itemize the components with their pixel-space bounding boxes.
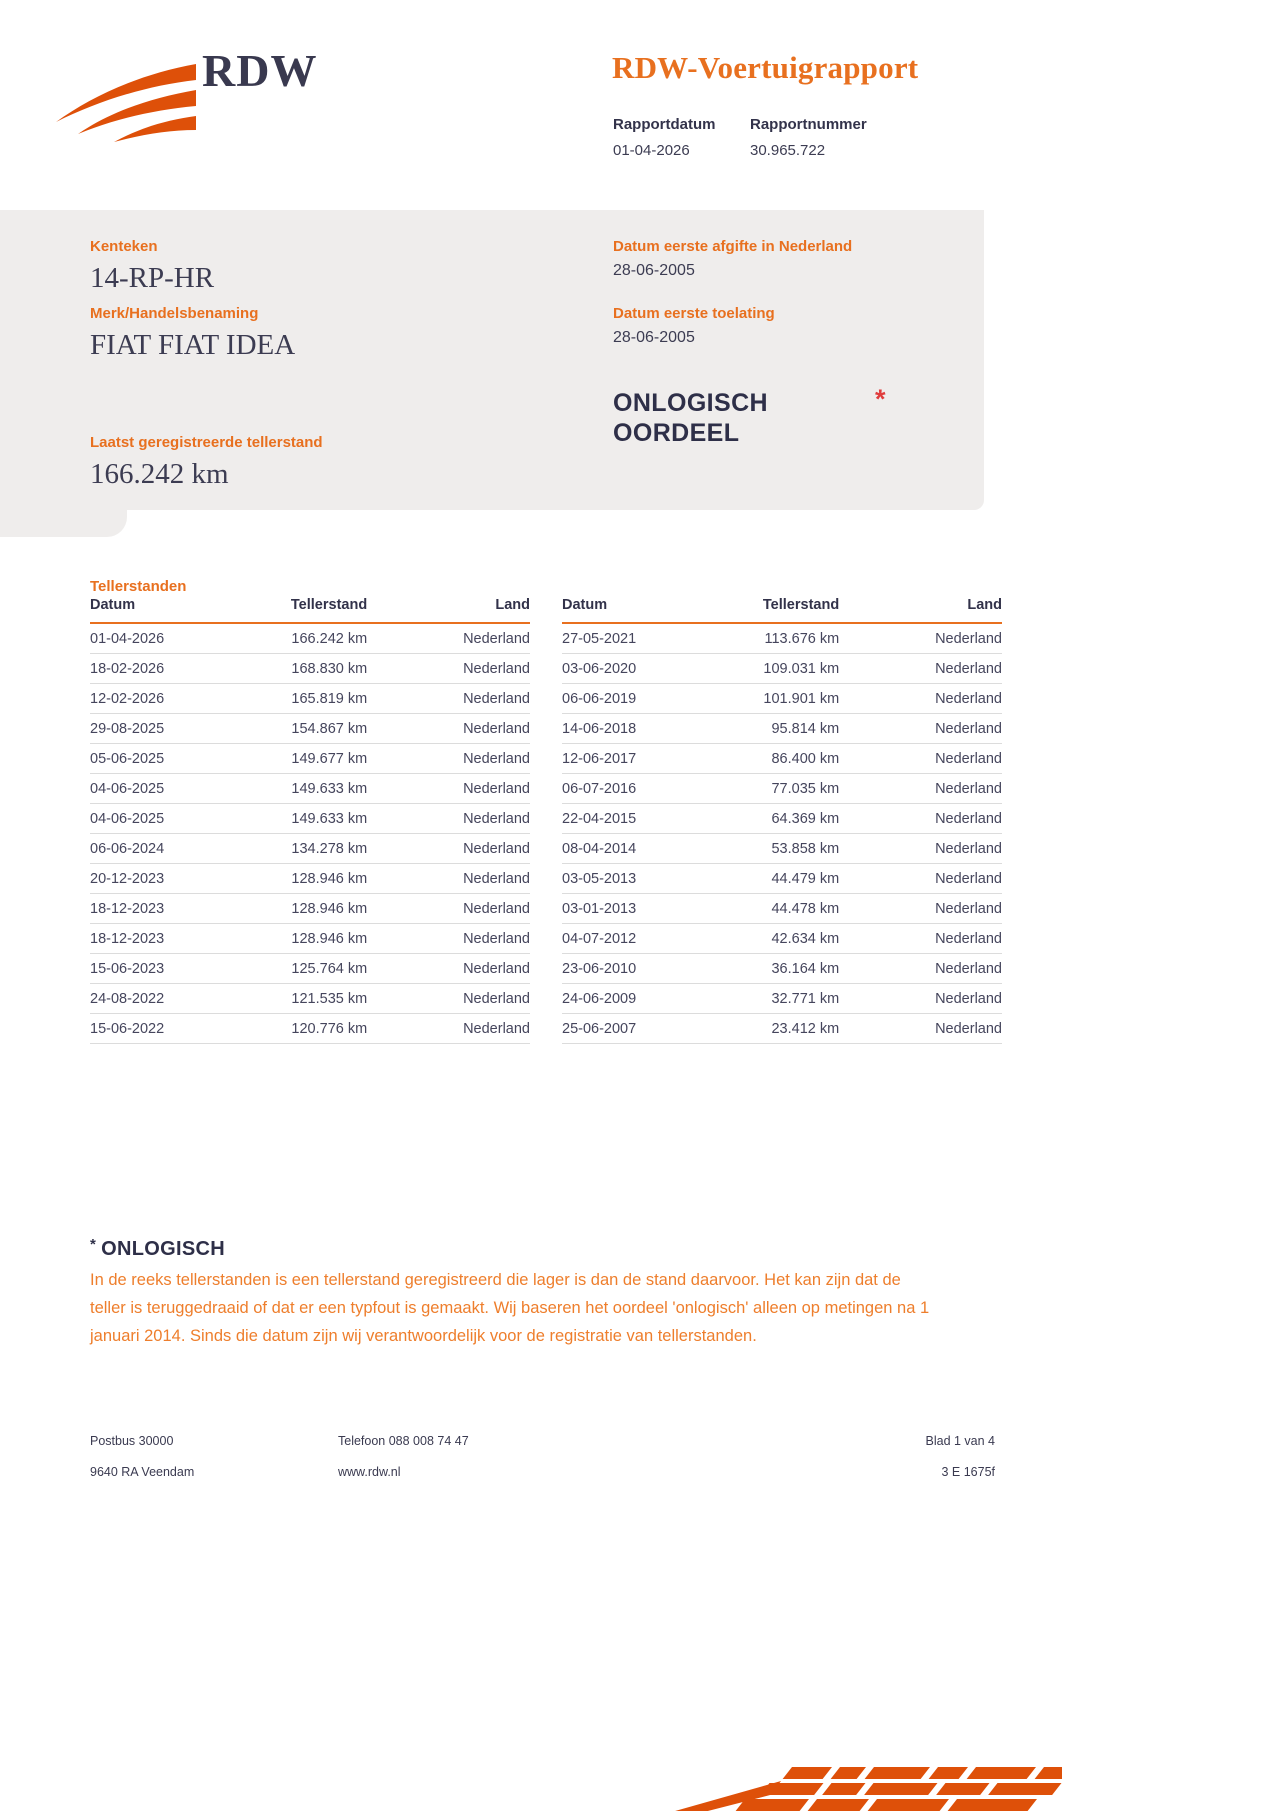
datum-column-header: Datum: [90, 592, 235, 623]
tellerstand-cell: 154.867 km: [235, 714, 367, 744]
table-row: [90, 924, 530, 954]
footer-page-number: Blad 1 van 4: [925, 1434, 995, 1448]
footer-flag-icon: [642, 1767, 1062, 1811]
afgifte-label: Datum eerste afgifte in Nederland: [613, 238, 853, 255]
table-row: [562, 684, 1002, 714]
land-cell: Nederland: [367, 744, 530, 774]
table-row: [90, 894, 530, 924]
toelating-label: Datum eerste toelating: [613, 305, 775, 322]
merk-field: [90, 305, 295, 362]
land-column-header: Land: [839, 592, 1002, 623]
rdw-logo-text: RDW: [202, 45, 318, 96]
tellerstand-cell: 101.901 km: [707, 684, 839, 714]
datum-cell: 04-06-2025: [90, 804, 235, 834]
datum-cell: 29-08-2025: [90, 714, 235, 744]
datum-cell: 22-04-2015: [562, 804, 707, 834]
land-cell: Nederland: [367, 864, 530, 894]
report-number-value: 30.965.722: [750, 142, 826, 159]
tellerstand-cell: 121.535 km: [235, 984, 367, 1014]
tellerstanden-section-title: Tellerstanden: [90, 578, 187, 596]
laatste-tellerstand-label: Laatst geregistreerde tellerstand: [90, 434, 323, 451]
land-cell: Nederland: [367, 654, 530, 684]
land-column-header: Land: [367, 592, 530, 623]
land-cell: Nederland: [839, 1014, 1002, 1044]
laatste-tellerstand-value: 166.242 km: [90, 458, 229, 490]
table-row: [90, 744, 530, 774]
tellerstand-cell: 95.814 km: [707, 714, 839, 744]
land-cell: Nederland: [839, 894, 1002, 924]
datum-cell: 03-06-2020: [562, 654, 707, 684]
kenteken-value: 14-RP-HR: [90, 262, 215, 294]
datum-cell: 18-02-2026: [90, 654, 235, 684]
footer: [90, 1434, 995, 1479]
table-row: [562, 984, 1002, 1014]
land-cell: Nederland: [367, 684, 530, 714]
table-row: [90, 954, 530, 984]
land-cell: Nederland: [839, 864, 1002, 894]
tellerstand-cell: 64.369 km: [707, 804, 839, 834]
toelating-value: 28-06-2005: [613, 329, 695, 346]
datum-cell: 05-06-2025: [90, 744, 235, 774]
table-row: [90, 654, 530, 684]
land-cell: Nederland: [367, 954, 530, 984]
table-row: [90, 774, 530, 804]
verdict-line1: ONLOGISCH: [613, 389, 768, 417]
table-row: [562, 864, 1002, 894]
datum-cell: 03-01-2013: [562, 894, 707, 924]
afgifte-field: [613, 238, 852, 280]
tellerstand-cell: 149.633 km: [235, 774, 367, 804]
datum-cell: 06-06-2024: [90, 834, 235, 864]
table-header-row: [90, 592, 530, 623]
datum-cell: 23-06-2010: [562, 954, 707, 984]
datum-cell: 18-12-2023: [90, 894, 235, 924]
tellerstand-cell: 165.819 km: [235, 684, 367, 714]
tellerstand-cell: 113.676 km: [707, 623, 839, 654]
datum-cell: 14-06-2018: [562, 714, 707, 744]
tellerstand-cell: 32.771 km: [707, 984, 839, 1014]
tellerstand-cell: 128.946 km: [235, 924, 367, 954]
table-row: [562, 654, 1002, 684]
tellerstand-cell: 149.677 km: [235, 744, 367, 774]
table-row: [562, 744, 1002, 774]
vehicle-summary-panel: [0, 210, 984, 510]
footer-address-line2: 9640 RA Veendam: [90, 1465, 195, 1479]
tellerstand-cell: 44.479 km: [707, 864, 839, 894]
tellerstand-cell: 149.633 km: [235, 804, 367, 834]
land-cell: Nederland: [367, 894, 530, 924]
land-cell: Nederland: [839, 804, 1002, 834]
note-asterisk: *: [90, 1236, 97, 1253]
land-cell: Nederland: [839, 654, 1002, 684]
land-cell: Nederland: [367, 623, 530, 654]
datum-cell: 15-06-2023: [90, 954, 235, 984]
datum-cell: 24-06-2009: [562, 984, 707, 1014]
tellerstand-cell: 109.031 km: [707, 654, 839, 684]
tellerstand-cell: 120.776 km: [235, 1014, 367, 1044]
table-row: [562, 924, 1002, 954]
report-meta: [613, 116, 867, 159]
footer-address-line1: Postbus 30000: [90, 1434, 174, 1448]
verdict-asterisk: *: [875, 384, 886, 414]
land-cell: Nederland: [839, 684, 1002, 714]
verdict-line2: OORDEEL: [613, 419, 740, 447]
toelating-field: [613, 305, 775, 347]
table-row: [562, 804, 1002, 834]
datum-column-header: Datum: [562, 592, 707, 623]
table-row: [562, 1014, 1002, 1044]
note-body: In de reeks tellerstanden is een tellerstand geregistreerd die lager is dan de stand daarvoor. Het kan zijn dat de teller is teruggedraaid of dat er een typfout is gemaakt. Wij baseren het oordeel 'onlogisch' alleen op metingen na 1 januari 2014. Sinds die datum zijn wij verantwoordelijk voor de registratie van tellerstanden.: [90, 1271, 930, 1345]
land-cell: Nederland: [839, 623, 1002, 654]
verdict: [613, 384, 886, 448]
tellerstand-cell: 44.478 km: [707, 894, 839, 924]
land-cell: Nederland: [367, 774, 530, 804]
rdw-logo-swoosh-icon: [48, 56, 198, 146]
report-title: RDW-Voertuigrapport: [612, 50, 919, 85]
tellerstand-cell: 166.242 km: [235, 623, 367, 654]
datum-cell: 12-06-2017: [562, 744, 707, 774]
tellerstand-cell: 128.946 km: [235, 864, 367, 894]
tellerstanden-table-left: [90, 592, 530, 1044]
report-date-value: 01-04-2026: [613, 142, 690, 159]
table-row: [562, 714, 1002, 744]
table-row: [562, 623, 1002, 654]
tellerstand-cell: 125.764 km: [235, 954, 367, 984]
datum-cell: 03-05-2013: [562, 864, 707, 894]
table-row: [90, 1014, 530, 1044]
footer-form-code: 3 E 1675f: [941, 1465, 995, 1479]
tellerstand-column-header: Tellerstand: [707, 592, 839, 623]
tellerstanden-tables: [90, 592, 1002, 1044]
datum-cell: 06-06-2019: [562, 684, 707, 714]
tellerstand-cell: 134.278 km: [235, 834, 367, 864]
table-header-row: [562, 592, 1002, 623]
note-heading: [90, 1236, 225, 1261]
footer-phone: Telefoon 088 008 74 47: [338, 1434, 469, 1448]
report-date-label: Rapportdatum: [613, 116, 716, 133]
datum-cell: 04-06-2025: [90, 774, 235, 804]
table-row: [90, 684, 530, 714]
kenteken-label: Kenteken: [90, 238, 158, 255]
afgifte-value: 28-06-2005: [613, 262, 695, 279]
land-cell: Nederland: [839, 834, 1002, 864]
land-cell: Nederland: [839, 924, 1002, 954]
datum-cell: 24-08-2022: [90, 984, 235, 1014]
table-row: [90, 714, 530, 744]
datum-cell: 06-07-2016: [562, 774, 707, 804]
table-row: [90, 623, 530, 654]
tellerstand-cell: 53.858 km: [707, 834, 839, 864]
table-row: [90, 834, 530, 864]
table-row: [90, 984, 530, 1014]
merk-label: Merk/Handelsbenaming: [90, 305, 259, 322]
tellerstanden-table-right: [562, 592, 1002, 1044]
tellerstand-cell: 86.400 km: [707, 744, 839, 774]
datum-cell: 12-02-2026: [90, 684, 235, 714]
table-row: [562, 954, 1002, 984]
datum-cell: 04-07-2012: [562, 924, 707, 954]
datum-cell: 25-06-2007: [562, 1014, 707, 1044]
land-cell: Nederland: [839, 774, 1002, 804]
datum-cell: 08-04-2014: [562, 834, 707, 864]
land-cell: Nederland: [367, 804, 530, 834]
land-cell: Nederland: [367, 1014, 530, 1044]
table-row: [562, 774, 1002, 804]
website-link[interactable]: www.rdw.nl: [338, 1465, 401, 1479]
note-title: ONLOGISCH: [101, 1238, 225, 1260]
land-cell: Nederland: [367, 924, 530, 954]
table-row: [90, 804, 530, 834]
land-cell: Nederland: [839, 714, 1002, 744]
laatste-tellerstand-field: [90, 434, 323, 491]
land-cell: Nederland: [839, 744, 1002, 774]
datum-cell: 27-05-2021: [562, 623, 707, 654]
tellerstand-cell: 77.035 km: [707, 774, 839, 804]
datum-cell: 20-12-2023: [90, 864, 235, 894]
tellerstand-cell: 168.830 km: [235, 654, 367, 684]
report-number-label: Rapportnummer: [750, 116, 867, 133]
tellerstand-column-header: Tellerstand: [235, 592, 367, 623]
datum-cell: 01-04-2026: [90, 623, 235, 654]
datum-cell: 18-12-2023: [90, 924, 235, 954]
land-cell: Nederland: [367, 834, 530, 864]
merk-value: FIAT FIAT IDEA: [90, 329, 296, 361]
table-row: [562, 894, 1002, 924]
tellerstand-cell: 36.164 km: [707, 954, 839, 984]
kenteken-field: [90, 238, 214, 295]
table-row: [562, 834, 1002, 864]
land-cell: Nederland: [839, 984, 1002, 1014]
land-cell: Nederland: [839, 954, 1002, 984]
land-cell: Nederland: [367, 714, 530, 744]
land-cell: Nederland: [367, 984, 530, 1014]
table-row: [90, 864, 530, 894]
tellerstand-cell: 128.946 km: [235, 894, 367, 924]
tellerstand-cell: 42.634 km: [707, 924, 839, 954]
datum-cell: 15-06-2022: [90, 1014, 235, 1044]
tellerstand-cell: 23.412 km: [707, 1014, 839, 1044]
